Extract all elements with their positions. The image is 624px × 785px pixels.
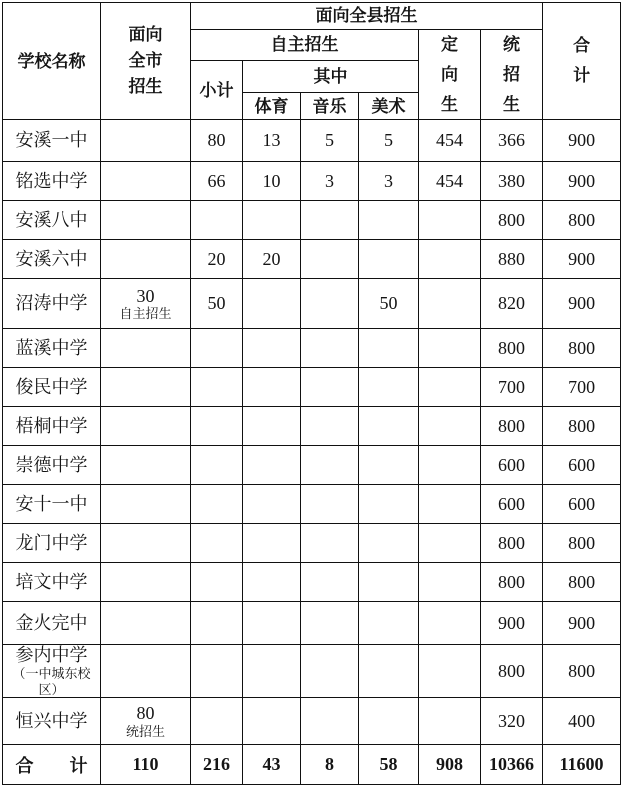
music-cell — [301, 446, 359, 485]
header-art: 美术 — [359, 93, 419, 120]
unified-cell: 800 — [481, 524, 543, 563]
directed-cell — [419, 446, 481, 485]
directed-cell — [419, 602, 481, 645]
school-name-cell: 参内中学 （一中城东校区） — [3, 645, 101, 698]
directed-cell — [419, 407, 481, 446]
directed-cell — [419, 240, 481, 279]
music-cell: 5 — [301, 120, 359, 162]
school-name-cell: 培文中学 — [3, 563, 101, 602]
table-header — [3, 3, 621, 120]
table-row — [3, 162, 621, 201]
total-cell: 900 — [543, 240, 621, 279]
sports-cell — [243, 407, 301, 446]
subtotal-cell — [191, 407, 243, 446]
table-row — [3, 563, 621, 602]
table-body — [3, 120, 621, 745]
sports-cell — [243, 524, 301, 563]
header-music: 音乐 — [301, 93, 359, 120]
music-cell — [301, 240, 359, 279]
subtotal-cell: 50 — [191, 279, 243, 329]
subtotal-cell — [191, 563, 243, 602]
art-cell — [359, 602, 419, 645]
directed-cell: 454 — [419, 120, 481, 162]
school-name-cell: 梧桐中学 — [3, 407, 101, 446]
art-cell — [359, 240, 419, 279]
header-among-which: 其中 — [243, 61, 419, 93]
unified-cell: 800 — [481, 329, 543, 368]
directed-cell — [419, 329, 481, 368]
music-cell — [301, 563, 359, 602]
art-cell — [359, 698, 419, 745]
totals-music-cell: 8 — [301, 745, 359, 785]
school-name-cell: 安溪六中 — [3, 240, 101, 279]
total-cell: 800 — [543, 329, 621, 368]
table-row — [3, 407, 621, 446]
directed-cell: 454 — [419, 162, 481, 201]
subtotal-cell — [191, 645, 243, 698]
directed-cell — [419, 368, 481, 407]
city-cell — [101, 524, 191, 563]
school-name-cell: 崇德中学 — [3, 446, 101, 485]
directed-cell — [419, 645, 481, 698]
city-cell — [101, 329, 191, 368]
directed-cell — [419, 563, 481, 602]
sports-cell — [243, 368, 301, 407]
art-cell: 3 — [359, 162, 419, 201]
art-cell — [359, 329, 419, 368]
directed-cell — [419, 698, 481, 745]
city-cell — [101, 240, 191, 279]
unified-cell: 700 — [481, 368, 543, 407]
music-cell — [301, 201, 359, 240]
school-name-cell: 恒兴中学 — [3, 698, 101, 745]
unified-cell: 800 — [481, 563, 543, 602]
header-directed: 定向生 — [419, 30, 481, 120]
art-cell — [359, 368, 419, 407]
total-cell: 800 — [543, 524, 621, 563]
totals-row — [3, 745, 621, 785]
totals-subtotal-cell: 216 — [191, 745, 243, 785]
sports-cell — [243, 485, 301, 524]
table-row — [3, 698, 621, 745]
music-cell — [301, 329, 359, 368]
unified-cell: 380 — [481, 162, 543, 201]
music-cell — [301, 645, 359, 698]
school-name-cell: 俊民中学 — [3, 368, 101, 407]
table-row — [3, 279, 621, 329]
subtotal-cell — [191, 446, 243, 485]
sports-cell: 13 — [243, 120, 301, 162]
total-cell: 800 — [543, 201, 621, 240]
total-cell: 800 — [543, 563, 621, 602]
music-cell — [301, 279, 359, 329]
school-name-cell: 安溪八中 — [3, 201, 101, 240]
total-cell: 800 — [543, 645, 621, 698]
school-name-cell: 安十一中 — [3, 485, 101, 524]
city-cell — [101, 602, 191, 645]
table-row — [3, 240, 621, 279]
enrollment-table — [2, 2, 621, 785]
unified-cell: 820 — [481, 279, 543, 329]
subtotal-cell — [191, 368, 243, 407]
sports-cell: 10 — [243, 162, 301, 201]
table-row — [3, 120, 621, 162]
header-school-name: 学校名称 — [3, 3, 101, 120]
table-row — [3, 645, 621, 698]
table-row — [3, 368, 621, 407]
subtotal-cell — [191, 602, 243, 645]
art-cell — [359, 524, 419, 563]
city-cell — [101, 407, 191, 446]
subtotal-cell: 66 — [191, 162, 243, 201]
music-cell — [301, 698, 359, 745]
totals-art-cell: 58 — [359, 745, 419, 785]
sports-cell — [243, 201, 301, 240]
header-grand-total: 合计 — [543, 3, 621, 120]
sports-cell — [243, 329, 301, 368]
sports-cell — [243, 563, 301, 602]
music-cell — [301, 485, 359, 524]
totals-sports-cell: 43 — [243, 745, 301, 785]
school-name-cell: 沼涛中学 — [3, 279, 101, 329]
total-cell: 900 — [543, 279, 621, 329]
city-cell — [101, 446, 191, 485]
total-cell: 900 — [543, 120, 621, 162]
table-row — [3, 524, 621, 563]
music-cell — [301, 602, 359, 645]
unified-cell: 366 — [481, 120, 543, 162]
total-cell: 400 — [543, 698, 621, 745]
city-cell — [101, 201, 191, 240]
unified-cell: 800 — [481, 201, 543, 240]
subtotal-cell — [191, 524, 243, 563]
header-independent: 自主招生 — [191, 30, 419, 61]
subtotal-cell: 20 — [191, 240, 243, 279]
sports-cell: 20 — [243, 240, 301, 279]
subtotal-cell — [191, 201, 243, 240]
table-row — [3, 201, 621, 240]
city-cell — [101, 368, 191, 407]
unified-cell: 800 — [481, 645, 543, 698]
art-cell — [359, 645, 419, 698]
directed-cell — [419, 485, 481, 524]
music-cell — [301, 407, 359, 446]
total-cell: 900 — [543, 162, 621, 201]
subtotal-cell — [191, 485, 243, 524]
sports-cell — [243, 602, 301, 645]
sports-cell — [243, 279, 301, 329]
directed-cell — [419, 524, 481, 563]
totals-unified-cell: 10366 — [481, 745, 543, 785]
totals-total-cell: 11600 — [543, 745, 621, 785]
total-cell: 600 — [543, 485, 621, 524]
unified-cell: 600 — [481, 485, 543, 524]
table-row — [3, 485, 621, 524]
unified-cell: 320 — [481, 698, 543, 745]
subtotal-cell: 80 — [191, 120, 243, 162]
total-cell: 700 — [543, 368, 621, 407]
unified-cell: 600 — [481, 446, 543, 485]
art-cell — [359, 407, 419, 446]
city-cell — [101, 120, 191, 162]
art-cell: 5 — [359, 120, 419, 162]
sports-cell — [243, 645, 301, 698]
table-row — [3, 602, 621, 645]
school-name-cell: 龙门中学 — [3, 524, 101, 563]
table-row — [3, 329, 621, 368]
directed-cell — [419, 279, 481, 329]
header-unified: 统招生 — [481, 30, 543, 120]
total-cell: 900 — [543, 602, 621, 645]
city-cell — [101, 162, 191, 201]
totals-city-cell: 110 — [101, 745, 191, 785]
unified-cell: 900 — [481, 602, 543, 645]
unified-cell: 800 — [481, 407, 543, 446]
school-name-cell: 蓝溪中学 — [3, 329, 101, 368]
city-cell: 30 自主招生 — [101, 279, 191, 329]
total-cell: 800 — [543, 407, 621, 446]
header-city-wide: 面向全市招生 — [101, 3, 191, 120]
total-cell: 600 — [543, 446, 621, 485]
art-cell — [359, 563, 419, 602]
table-row — [3, 446, 621, 485]
music-cell: 3 — [301, 162, 359, 201]
art-cell — [359, 201, 419, 240]
sports-cell — [243, 446, 301, 485]
city-cell: 80 统招生 — [101, 698, 191, 745]
music-cell — [301, 524, 359, 563]
city-cell — [101, 563, 191, 602]
subtotal-cell — [191, 329, 243, 368]
art-cell — [359, 446, 419, 485]
header-sports: 体育 — [243, 93, 301, 120]
city-cell — [101, 485, 191, 524]
header-county-wide: 面向全县招生 — [191, 3, 543, 30]
music-cell — [301, 368, 359, 407]
sports-cell — [243, 698, 301, 745]
art-cell — [359, 485, 419, 524]
unified-cell: 880 — [481, 240, 543, 279]
totals-directed-cell: 908 — [419, 745, 481, 785]
school-name-cell: 安溪一中 — [3, 120, 101, 162]
art-cell: 50 — [359, 279, 419, 329]
directed-cell — [419, 201, 481, 240]
subtotal-cell — [191, 698, 243, 745]
city-cell — [101, 645, 191, 698]
school-name-cell: 铭选中学 — [3, 162, 101, 201]
totals-label-cell: 合 计 — [3, 745, 101, 785]
header-subtotal: 小计 — [191, 61, 243, 120]
school-name-cell: 金火完中 — [3, 602, 101, 645]
table-footer — [3, 745, 621, 785]
